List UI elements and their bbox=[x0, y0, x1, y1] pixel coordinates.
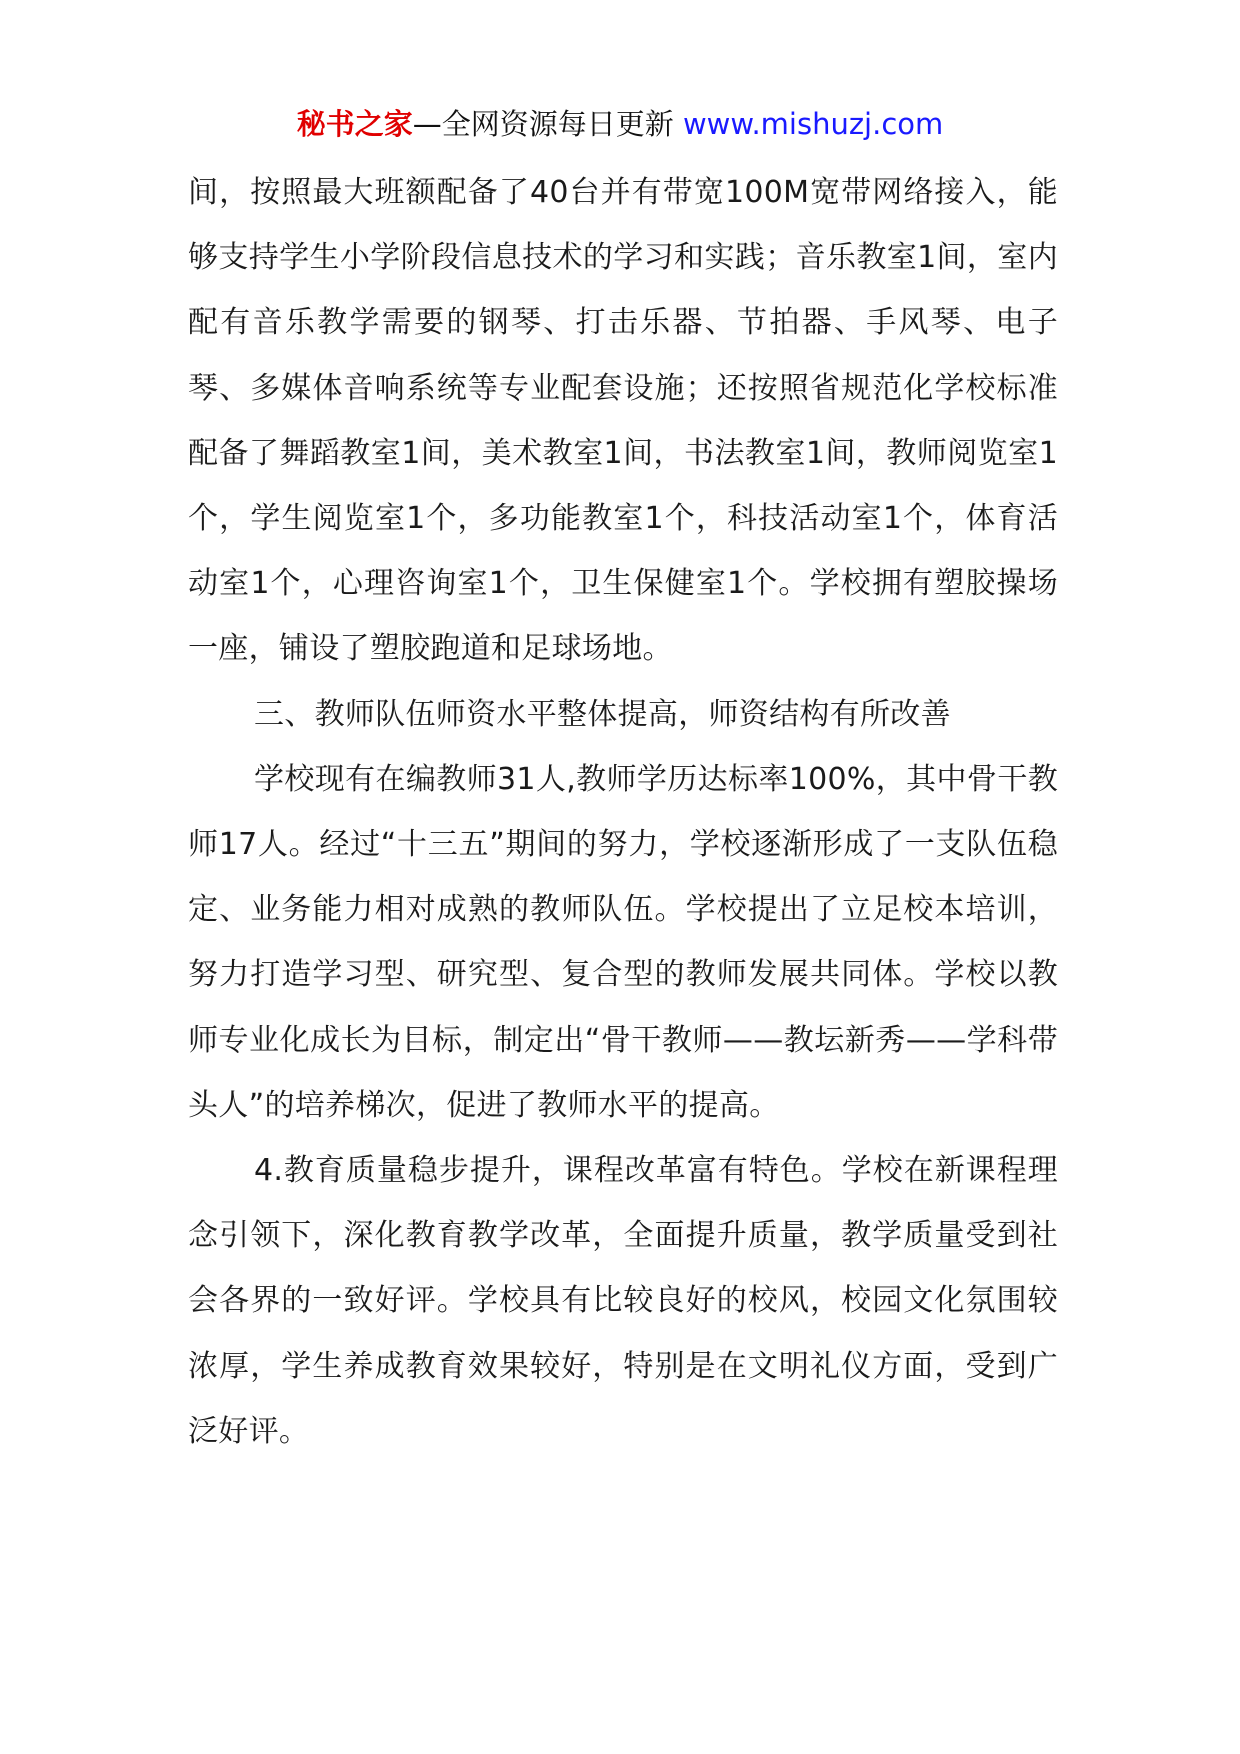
site-url: www.mishuzj.com bbox=[682, 107, 944, 141]
header-tagline: —全网资源每日更新 bbox=[412, 107, 683, 141]
section-heading-teachers: 三、教师队伍师资水平整体提高，师资结构有所改善 bbox=[254, 696, 951, 732]
brand-name: 秘书之家 bbox=[296, 107, 413, 141]
document-body bbox=[188, 160, 1058, 1464]
paragraph-teachers: 学校现有在编教师31人,教师学历达标率100%，其中骨干教师17人。经过“十三五”期间的努力，学校逐渐形成了一支队伍稳定、业务能力相对成熟的教师队伍。学校提出了立足校本培训，努力打造学习型、研究型、复合型的教师发展共同体。学校以教师专业化成长为目标，制定出“骨干教师——教坛新秀——学科带头人”的培养梯次，促进了教师水平的提高。 bbox=[188, 761, 1058, 1123]
paragraph-facilities: 间，按照最大班额配备了40台并有带宽100M宽带网络接入，能够支持学生小学阶段信息技术的学习和实践；音乐教室1间，室内配有音乐教学需要的钢琴、打击乐器、节拍器、手风琴、电子琴、多媒体音响系统等专业配套设施；还按照省规范化学校标准配备了舞蹈教室1间，美术教室1间，书法教室1间，教师阅览室1个，学生阅览室1个，多功能教室1个，科技活动室1个，体育活动室1个，心理咨询室1个，卫生保健室1个。学校拥有塑胶操场一座，铺设了塑胶跑道和足球场地。 bbox=[188, 175, 1058, 667]
paragraph-quality: 4.教育质量稳步提升，课程改革富有特色。学校在新课程理念引领下，深化教育教学改革，全面提升质量，教学质量受到社会各界的一致好评。学校具有比较良好的校风，校园文化氛围较浓厚，学生养成教育效果较好，特别是在文明礼仪方面，受到广泛好评。 bbox=[188, 1153, 1058, 1449]
page-header bbox=[0, 104, 1240, 144]
